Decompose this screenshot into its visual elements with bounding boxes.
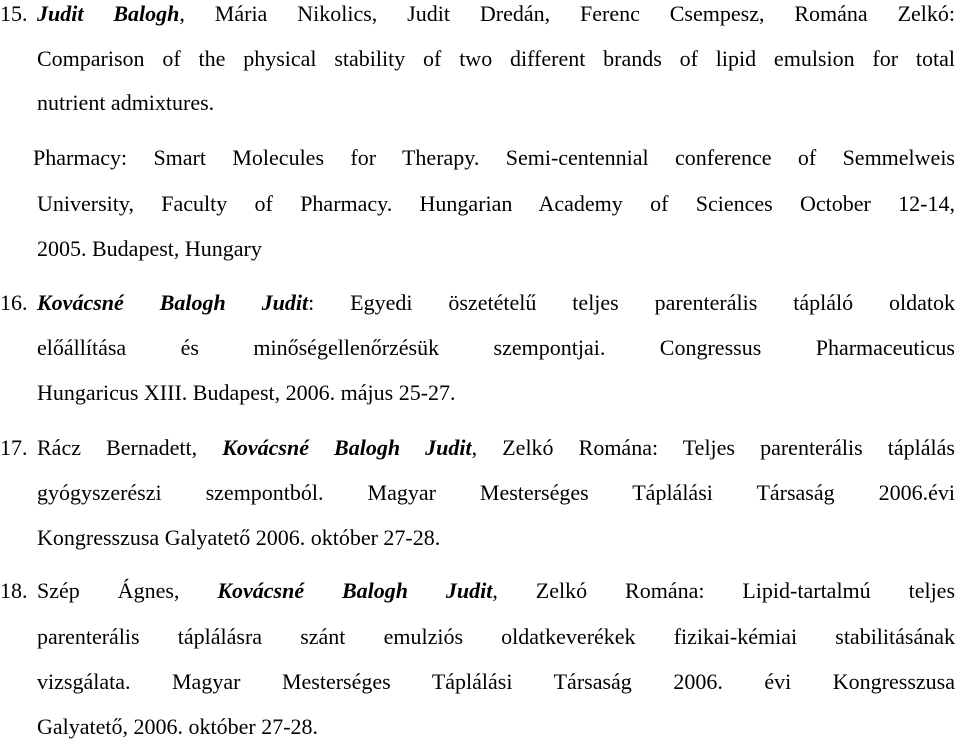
- entry-line: [0, 614, 960, 660]
- line-text: : Egyedi öszetételű teljes parenterális tápláló oldatok: [308, 290, 956, 315]
- entry-line: [0, 470, 960, 516]
- line-text: Comparison of the physical stability of two different brands of lipid emulsion for total: [37, 46, 955, 71]
- entry-line: [0, 181, 960, 227]
- line-text: , Zelkó Romána: Lipid-tartalmú teljes: [492, 578, 956, 603]
- line-text: University, Faculty of Pharmacy. Hungarian Academy of Sciences October 12-14,: [37, 191, 955, 216]
- author-highlight: Kovácsné Balogh Judit: [222, 435, 472, 460]
- line-text: 2005. Budapest, Hungary: [37, 236, 262, 261]
- line-text: gyógyszerészi szempontból. Magyar Mesterséges Táplálási Társaság 2006.évi: [37, 480, 955, 505]
- line-text: vizsgálata. Magyar Mesterséges Táplálási Társaság 2006. évi Kongresszusa: [37, 669, 955, 694]
- line-text: , Zelkó Romána: Teljes parenterális táplálás: [471, 435, 955, 460]
- line-text: Hungaricus XIII. Budapest, 2006. május 25-27.: [37, 380, 456, 405]
- entry-number: 16.: [0, 290, 28, 315]
- entry-line: [0, 80, 960, 126]
- line-text: Szép Ágnes,: [37, 578, 218, 603]
- entry-line: [0, 425, 960, 471]
- entry-line: [0, 370, 960, 416]
- entry-line: [0, 515, 960, 561]
- entry-line: [0, 659, 960, 705]
- line-text: Rácz Bernadett,: [37, 435, 223, 460]
- entry-line: [0, 0, 960, 37]
- entry-line: [0, 36, 960, 82]
- line-text: Pharmacy: Smart Molecules for Therapy. Semi-centennial conference of Semmelweis: [33, 145, 955, 170]
- line-text: előállítása és minőségellenőrzésük szempontjai. Congressus Pharmaceuticus: [37, 335, 955, 360]
- entry-line: [0, 704, 960, 750]
- line-text: Kongresszusa Galyatető 2006. október 27-28.: [37, 525, 441, 550]
- entry-number: 17.: [0, 435, 28, 460]
- entry-line: [0, 135, 960, 181]
- author-highlight: Judit Balogh: [37, 1, 180, 26]
- line-text: nutrient admixtures.: [37, 90, 215, 115]
- entry-number: 18.: [0, 578, 28, 603]
- author-highlight: Kovácsné Balogh Judit: [217, 578, 493, 603]
- line-text: parenterális táplálásra szánt emulziós oldatkeverékek fizikai-kémiai stabilitásának: [37, 624, 955, 649]
- author-highlight: Kovácsné Balogh Judit: [37, 290, 309, 315]
- line-text: Galyatető, 2006. október 27-28.: [37, 714, 319, 739]
- entry-line: [0, 568, 960, 614]
- entry-line: [0, 325, 960, 371]
- line-text: , Mária Nikolics, Judit Dredán, Ferenc Csempesz, Romána Zelkó:: [179, 1, 955, 26]
- entry-line: [0, 280, 960, 326]
- entry-number: 15.: [0, 1, 28, 26]
- entry-line: [0, 226, 960, 272]
